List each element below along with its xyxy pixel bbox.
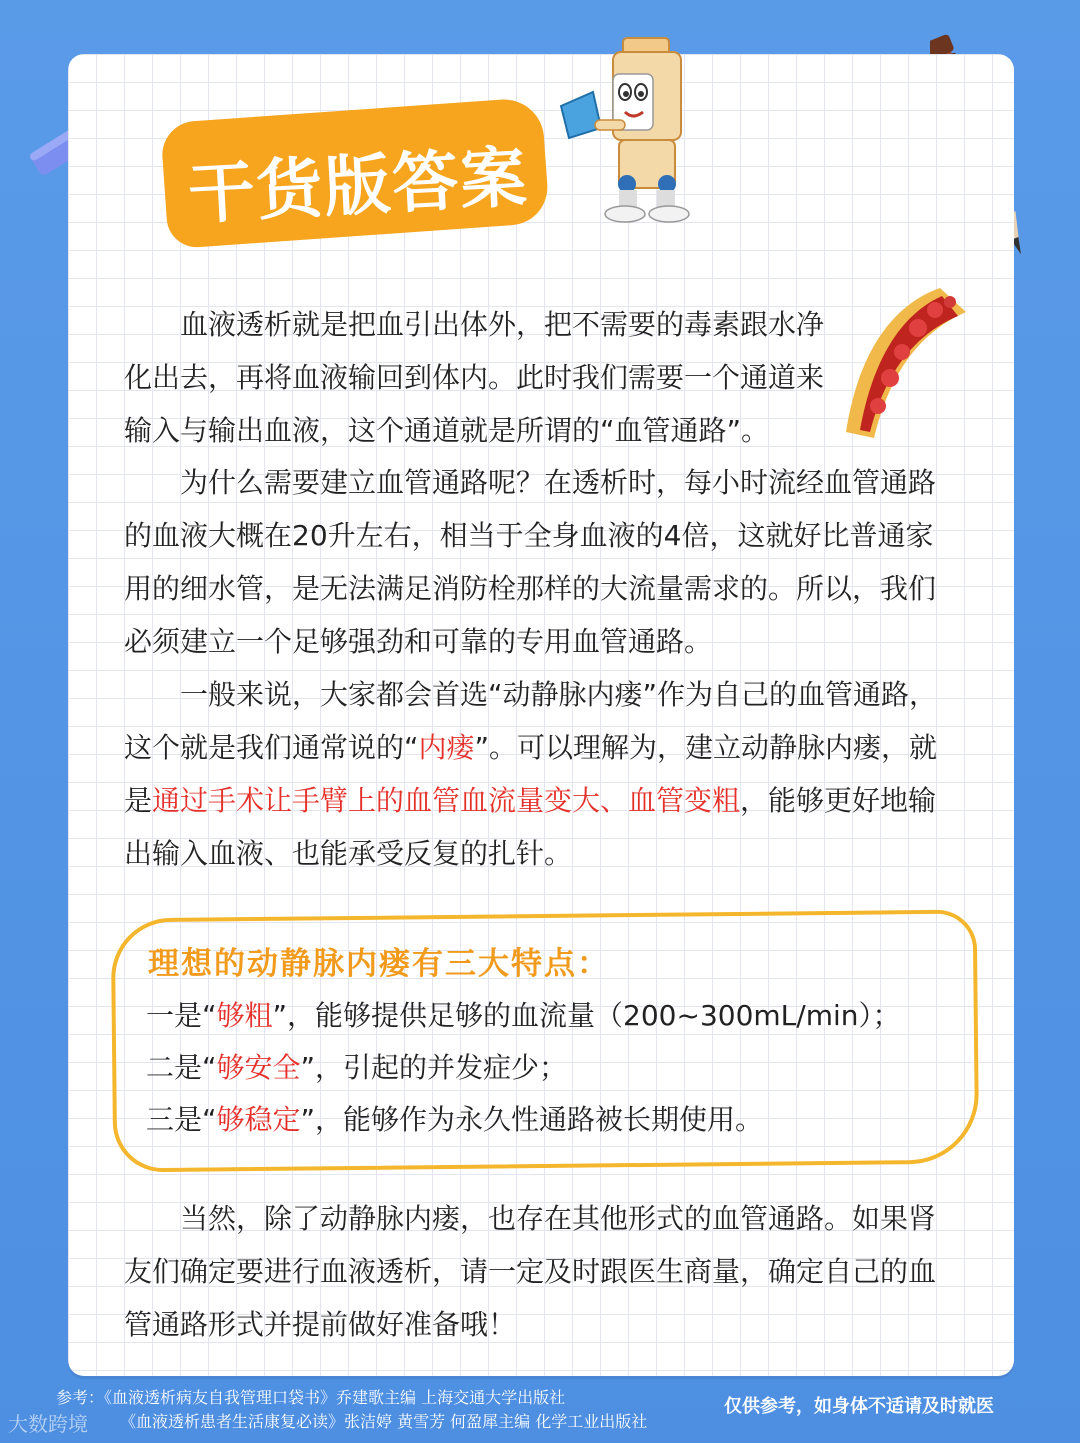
highlight-surgery: 通过手术让手臂上的血管血流量变大、血管变粗 bbox=[152, 784, 741, 817]
feature-highlight: 够稳定 bbox=[216, 1103, 301, 1136]
paragraph-1: 血液透析就是把血引出体外，把不需要的毒素跟水净化出去，再将血液输回到体内。此时我们需要一个通道来输入与输出血液，这个通道就是所谓的“血管通路”。 bbox=[124, 308, 825, 447]
watermark: 大数跨境 bbox=[8, 1412, 88, 1436]
page-title: 干货版答案 bbox=[186, 138, 531, 234]
paragraph-2: 为什么需要建立血管通路呢？在透析时，每小时流经血管通路的血液大概在20升左右，相当于全身血液的4倍，这就好比普通家用的细水管，是无法满足消防栓那样的大流量需求的。所以，我们必须建立一个足够强劲和可靠的专用血管通路。 bbox=[124, 466, 937, 658]
feature-item: 二是“够安全”，引起的并发症少； bbox=[146, 1051, 568, 1084]
fistula-paragraph bbox=[124, 668, 960, 880]
references bbox=[56, 1386, 736, 1434]
disclaimer-note: 仅供参考，如身体不适请及时就医 bbox=[724, 1396, 994, 1417]
mascot-illustration bbox=[555, 34, 715, 224]
reference-line-2: 《血液透析患者生活康复必读》张洁婷 黄雪芳 何盈犀主编 化学工业出版社 bbox=[120, 1412, 648, 1431]
closing-paragraph bbox=[124, 1192, 960, 1351]
paragraph-3 bbox=[124, 668, 960, 880]
features-title: 理想的动静脉内瘘有三大特点： bbox=[148, 946, 610, 982]
features-list bbox=[146, 990, 966, 1146]
feature-highlight: 够安全 bbox=[216, 1051, 301, 1084]
reference-line-1: 参考：《血液透析病友自我管理口袋书》乔建歌主编 上海交通大学出版社 bbox=[56, 1388, 566, 1407]
feature-item: 三是“够稳定”，能够作为永久性通路被长期使用。 bbox=[146, 1103, 764, 1136]
blood-vessel-illustration bbox=[840, 282, 970, 442]
feature-item: 一是“够粗”，能够提供足够的血流量（200~300mL/min）； bbox=[146, 999, 901, 1032]
feature-highlight: 够粗 bbox=[216, 999, 273, 1032]
reason-paragraph bbox=[124, 456, 960, 668]
intro-paragraph bbox=[124, 298, 844, 457]
highlight-fistula: 内瘘 bbox=[418, 731, 475, 764]
paragraph-3-part-b: ”。可以理解为，建立动静脉内瘘，就是 bbox=[124, 731, 938, 817]
paragraph-3-part-c: ，能够更好地输出输入血液、也能承受反复的扎针。 bbox=[124, 784, 937, 870]
paragraph-3-part-a: 一般来说，大家都会首选“动静脉内瘘”作为自己的血管通路，这个就是我们通常说的“ bbox=[124, 678, 938, 764]
paragraph-closing: 当然，除了动静脉内瘘，也存在其他形式的血管通路。如果肾友们确定要进行血液透析，请一定及时跟医生商量，确定自己的血管通路形式并提前做好准备哦！ bbox=[124, 1202, 937, 1341]
